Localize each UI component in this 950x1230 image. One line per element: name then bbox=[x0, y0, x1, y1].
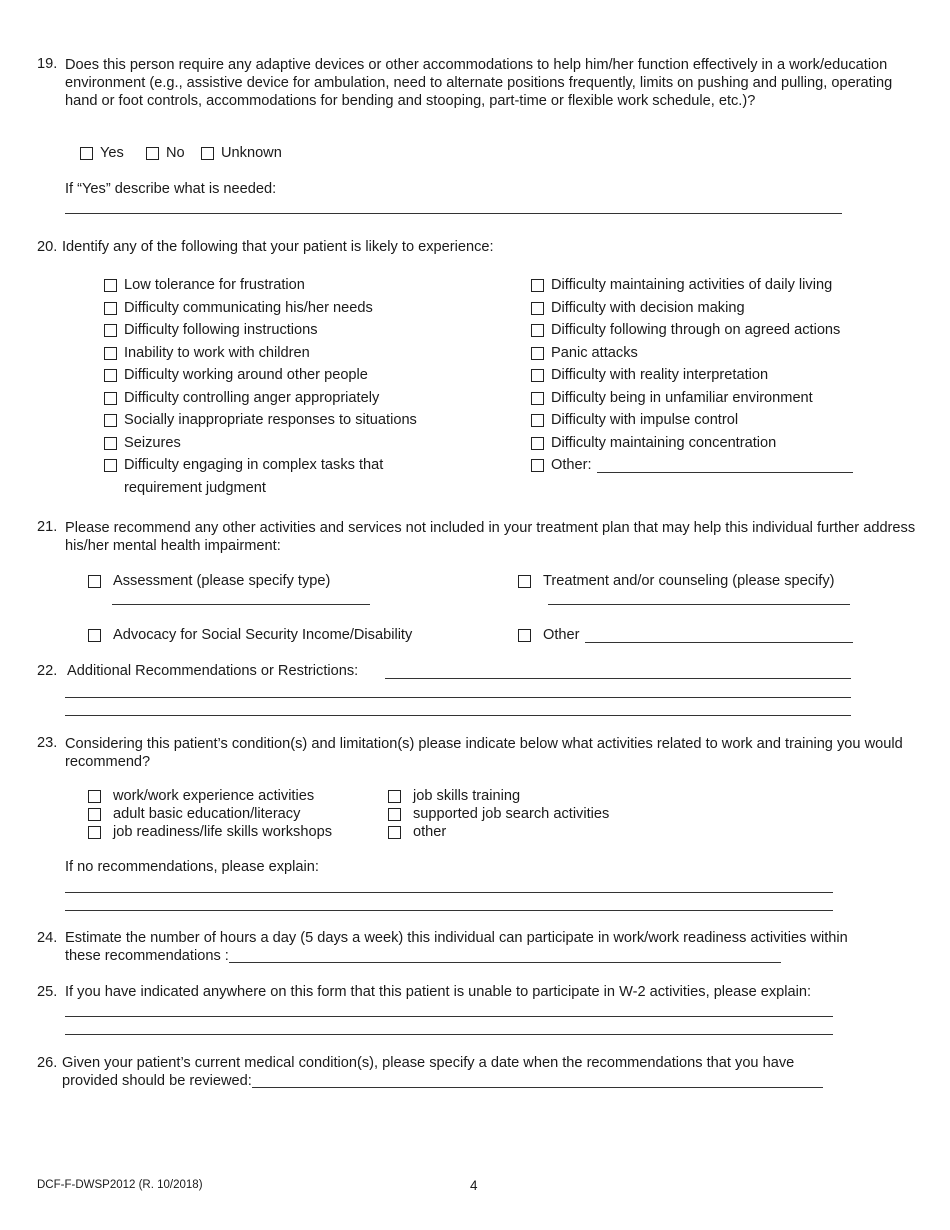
item-label: Panic attacks bbox=[551, 345, 638, 361]
q19-option-no[interactable] bbox=[146, 145, 185, 161]
q21-other-field[interactable] bbox=[585, 628, 853, 643]
checkbox[interactable] bbox=[104, 324, 117, 337]
q20-right-item[interactable] bbox=[531, 277, 832, 293]
q23-explain-field-line[interactable] bbox=[65, 910, 833, 911]
item-label: Difficulty maintaining activities of daily living bbox=[551, 277, 833, 293]
item-label: Difficulty engaging in complex tasks that bbox=[124, 457, 384, 473]
q20-left-item[interactable] bbox=[104, 457, 383, 473]
checkbox[interactable] bbox=[531, 279, 544, 292]
checkbox[interactable] bbox=[88, 808, 101, 821]
other-label: Other: bbox=[551, 457, 592, 473]
q25-explain-field-line[interactable] bbox=[65, 1016, 833, 1017]
checkbox[interactable] bbox=[104, 414, 117, 427]
q20-right-item[interactable] bbox=[531, 412, 738, 428]
page-number: 4 bbox=[470, 1178, 478, 1193]
item-label: Socially inappropriate responses to situations bbox=[124, 412, 417, 428]
q23-explain-label: If no recommendations, please explain: bbox=[65, 859, 319, 875]
q20-left-item[interactable] bbox=[104, 345, 310, 361]
checkbox[interactable] bbox=[88, 826, 101, 839]
q21-number: 21. bbox=[37, 519, 58, 535]
item-label: adult basic education/literacy bbox=[113, 806, 301, 822]
q26-line2-text: provided should be reviewed: bbox=[62, 1073, 252, 1089]
item-label: Difficulty with decision making bbox=[551, 300, 745, 316]
q21-assessment[interactable] bbox=[88, 573, 330, 589]
item-label: Other bbox=[543, 627, 580, 643]
item-label: Difficulty following instructions bbox=[124, 322, 318, 338]
q20-right-item[interactable] bbox=[531, 435, 776, 451]
q24-number: 24. bbox=[37, 930, 58, 946]
checkbox[interactable] bbox=[388, 790, 401, 803]
checkbox[interactable] bbox=[104, 369, 117, 382]
q19-text: Does this person require any adaptive devices or other accommodations to help him/her function effectively in a work/education environment (e.g., assistive device for ambulation, need to alternate positions frequently, limits on pushing and pulling, operating hand or foot controls, accommodations for bending and stooping, part-time or flexible work schedule, etc.)? bbox=[65, 57, 893, 109]
q21-treatment-field[interactable] bbox=[548, 604, 850, 605]
q24-line2 bbox=[65, 948, 781, 964]
checkbox[interactable] bbox=[201, 147, 214, 160]
item-label: Inability to work with children bbox=[124, 345, 310, 361]
q21-advocacy[interactable] bbox=[88, 627, 412, 643]
q20-text: Identify any of the following that your patient is likely to experience: bbox=[62, 239, 494, 255]
item-label: Seizures bbox=[124, 435, 181, 451]
item-label: Difficulty communicating his/her needs bbox=[124, 300, 373, 316]
q20-right-item[interactable] bbox=[531, 300, 745, 316]
checkbox[interactable] bbox=[80, 147, 93, 160]
q20-left-item[interactable] bbox=[104, 367, 368, 383]
q26-line2 bbox=[62, 1073, 823, 1089]
q23-text: Considering this patient’s condition(s) and limitation(s) please indicate below what activities related to work and training you would recommend? bbox=[65, 736, 903, 770]
item-label: Low tolerance for frustration bbox=[124, 277, 305, 293]
q20-left-item[interactable] bbox=[104, 277, 305, 293]
q26-line1: Given your patient’s current medical condition(s), please specify a date when the recommendations that you have bbox=[62, 1055, 795, 1071]
item-label: supported job search activities bbox=[413, 806, 610, 822]
option-label: Unknown bbox=[221, 145, 282, 161]
q24-hours-field[interactable] bbox=[229, 948, 781, 963]
checkbox[interactable] bbox=[104, 302, 117, 315]
item-label: Difficulty working around other people bbox=[124, 367, 368, 383]
item-label: Advocacy for Social Security Income/Disability bbox=[113, 627, 413, 643]
q19-number: 19. bbox=[37, 56, 58, 72]
q22-number: 22. bbox=[37, 663, 58, 679]
q21-other[interactable] bbox=[518, 627, 853, 643]
item-label: Assessment (please specify type) bbox=[113, 573, 331, 589]
q20-right-item[interactable] bbox=[531, 367, 768, 383]
checkbox[interactable] bbox=[388, 808, 401, 821]
q19-describe-field[interactable] bbox=[65, 213, 842, 214]
q24-line1: Estimate the number of hours a day (5 days a week) this individual can participate in work/work readiness activities within bbox=[65, 930, 848, 946]
item-label: Difficulty controlling anger appropriately bbox=[124, 390, 380, 406]
item-label: Difficulty with reality interpretation bbox=[551, 367, 769, 383]
q20-right-item[interactable] bbox=[531, 345, 638, 361]
checkbox[interactable] bbox=[88, 629, 101, 642]
checkbox[interactable] bbox=[88, 575, 101, 588]
q26-number: 26. bbox=[37, 1055, 58, 1071]
item-label: job skills training bbox=[413, 788, 521, 804]
q23-explain-field-line[interactable] bbox=[65, 892, 833, 893]
q20-right-item[interactable] bbox=[531, 322, 840, 338]
checkbox[interactable] bbox=[531, 324, 544, 337]
option-label: No bbox=[166, 145, 185, 161]
q19-option-yes[interactable] bbox=[80, 145, 124, 161]
q23-right-item[interactable] bbox=[388, 824, 446, 840]
q20-other-field[interactable] bbox=[597, 458, 853, 473]
checkbox[interactable] bbox=[531, 369, 544, 382]
q23-left-item[interactable] bbox=[88, 788, 314, 804]
q24-line2-text: these recommendations : bbox=[65, 948, 229, 964]
form-id: DCF-F-DWSP2012 (R. 10/2018) bbox=[37, 1179, 203, 1191]
q25-explain-field-line[interactable] bbox=[65, 1034, 833, 1035]
q23-right-item[interactable] bbox=[388, 788, 520, 804]
q21-treatment[interactable] bbox=[518, 573, 834, 589]
q22-text: Additional Recommendations or Restrictions: bbox=[67, 663, 359, 679]
checkbox[interactable] bbox=[531, 347, 544, 360]
q20-left-item[interactable] bbox=[104, 322, 318, 338]
q20-number: 20. bbox=[37, 239, 58, 255]
checkbox[interactable] bbox=[518, 629, 531, 642]
q26-review-date-field[interactable] bbox=[252, 1073, 823, 1088]
option-label: Yes bbox=[100, 145, 124, 161]
q22-field-line[interactable] bbox=[65, 715, 851, 716]
checkbox[interactable] bbox=[531, 414, 544, 427]
q23-number: 23. bbox=[37, 735, 58, 751]
item-label: work/work experience activities bbox=[113, 788, 315, 804]
q20-left-item[interactable] bbox=[104, 390, 379, 406]
checkbox[interactable] bbox=[531, 437, 544, 450]
q25-number: 25. bbox=[37, 984, 58, 1000]
checkbox[interactable] bbox=[104, 392, 117, 405]
q23-left-item[interactable] bbox=[88, 824, 332, 840]
checkbox[interactable] bbox=[518, 575, 531, 588]
item-label: other bbox=[413, 824, 447, 840]
checkbox[interactable] bbox=[88, 790, 101, 803]
q20-left-item[interactable] bbox=[104, 412, 417, 428]
q20-other[interactable] bbox=[531, 457, 853, 473]
q20-left-item[interactable] bbox=[104, 435, 181, 451]
checkbox[interactable] bbox=[531, 392, 544, 405]
item-label: Treatment and/or counseling (please specify) bbox=[543, 573, 835, 589]
item-label: Difficulty maintaining concentration bbox=[551, 435, 777, 451]
item-label: job readiness/life skills workshops bbox=[113, 824, 332, 840]
q23-left-item[interactable] bbox=[88, 806, 300, 822]
checkbox[interactable] bbox=[531, 459, 544, 472]
checkbox[interactable] bbox=[104, 347, 117, 360]
checkbox[interactable] bbox=[104, 437, 117, 450]
item-label: Difficulty being in unfamiliar environment bbox=[551, 390, 813, 406]
q25-text: If you have indicated anywhere on this form that this patient is unable to participate in W-2 activities, please explain: bbox=[65, 984, 812, 1000]
checkbox[interactable] bbox=[104, 459, 117, 472]
q22-field-line[interactable] bbox=[385, 678, 851, 679]
q21-text: Please recommend any other activities and services not included in your treatment plan that may help this individual further address his/her mental health impairment: bbox=[65, 520, 916, 554]
q19-describe-label: If “Yes” describe what is needed: bbox=[65, 181, 277, 197]
q19-option-unknown[interactable] bbox=[201, 145, 282, 161]
q22-field-line[interactable] bbox=[65, 697, 851, 698]
q20-right-item[interactable] bbox=[531, 390, 813, 406]
q21-assessment-field[interactable] bbox=[112, 604, 370, 605]
checkbox[interactable] bbox=[104, 279, 117, 292]
q20-left-item-continuation: requirement judgment bbox=[124, 480, 266, 496]
item-label: Difficulty with impulse control bbox=[551, 412, 739, 428]
q20-left-item[interactable] bbox=[104, 300, 373, 316]
checkbox[interactable] bbox=[146, 147, 159, 160]
q23-right-item[interactable] bbox=[388, 806, 609, 822]
checkbox[interactable] bbox=[531, 302, 544, 315]
item-label: Difficulty following through on agreed actions bbox=[551, 322, 841, 338]
checkbox[interactable] bbox=[388, 826, 401, 839]
